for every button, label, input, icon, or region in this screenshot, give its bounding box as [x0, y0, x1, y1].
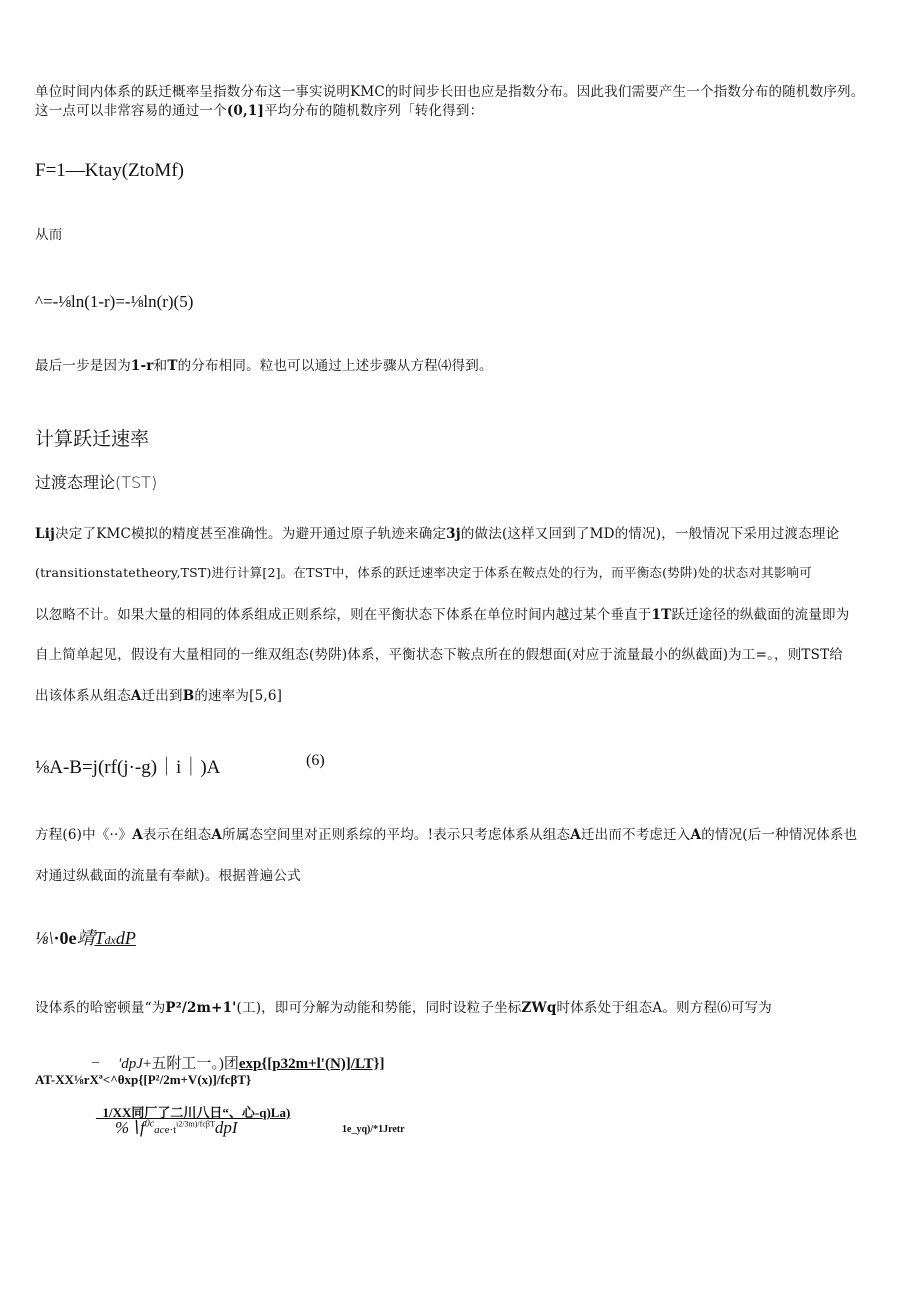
tst-line-2: (transitionstatetheory,TST)进行计算[2]。在TST中，体系的跃迁速率决定于体系在鞍点处的行为，而平衡态(势阱)处的状态对其影响可	[35, 565, 812, 580]
tst-line-3: 以忽略不计。如果大量的相同的体系组成正则系综，则在平衡状态下体系在单位时间内越过某个垂直于1T跃迁途径的纵截面的流量即为	[35, 607, 850, 623]
subsection-heading: 过渡态理论(TST)	[35, 473, 158, 492]
eq8-denominator-1: AT-XX⅛rXª<^θxp{[P²/2m+V(x)]/fcβT}	[35, 1072, 252, 1087]
tst-line-4: 自上简单起见，假设有大量相同的一维双组态(势阱)体系，平衡状态下鞍点所在的假想面(对应于流量最小的纵截面)为工=。，则TST给	[35, 647, 843, 663]
tst-line-1: Lij决定了KMC模拟的精度甚至准确性。为避开通过原子轨迹来确定3j的做法(这样又回到了MD的情况)，一般情况下采用过渡态理论	[35, 526, 840, 542]
intro-line-1: 单位时间内体系的跃迁概率呈指数分布这一事实说明KMC的时间步长田也应是指数分布。因此我们需要产生一个指数分布的随机数序列。	[35, 84, 865, 100]
average-line-2: 对通过纵截面的流量有奉献)。根据普遍公式	[35, 868, 301, 884]
eq8-tail: 1e_yq)/*1Jretr	[342, 1124, 405, 1135]
average-line-1: 方程(6)中《··》A表示在组态A所属态空间里对正则系综的平均。!表示只考虑体系从组态A迁出而不考虑迁入A的情况(后一种情况体系也	[35, 827, 858, 843]
eq8-numerator-2: _1/XX同厂了二川八日“、心-q)La)	[96, 1105, 291, 1120]
intro-line-2: 这一点可以非常容易的通过一个(0,1]平均分布的随机数序列「转化得到：	[35, 103, 484, 119]
equation-6-formula: ⅛A-B=j(rf(j·-g)｜i｜)A	[35, 757, 221, 778]
tst-line-5: 出该体系从组态A迁出到B的速率为[5,6]	[35, 688, 283, 704]
last-step-text: 最后一步是因为1-r和T的分布相同。粒也可以通过上述步骤从方程⑷得到。	[35, 358, 493, 374]
hamiltonian-text: 设体系的哈密顿量“为P²/2m+1'(工)，即可分解为动能和势能，同时设粒子坐标ZWq时体系处于组态A。则方程⑹可写为	[35, 1000, 772, 1016]
equation-general: ⅛\·0e靖TdxdP	[35, 928, 136, 948]
equation-5: ^=-⅛ln(1-r)=-⅛ln(r)(5)	[35, 292, 194, 311]
eq8-numerator-1: 'dpJ+五附工一。)团exp{[p32m+l'(N)]/LT}]	[118, 1056, 385, 1072]
equation-f: F=1—Ktay(ZtoMf)	[35, 160, 184, 181]
eq8-dash: _	[92, 1050, 99, 1065]
eq8-denominator-2: $\%∖f^{0c}ace\cdot t^{\iota 2/3m)/fc\beta T}dpI$	[115, 1118, 238, 1137]
equation-6-number: (6)	[306, 752, 325, 769]
section-heading: 计算跃迁速率	[35, 428, 150, 450]
congmian-text: 从而	[35, 227, 63, 243]
